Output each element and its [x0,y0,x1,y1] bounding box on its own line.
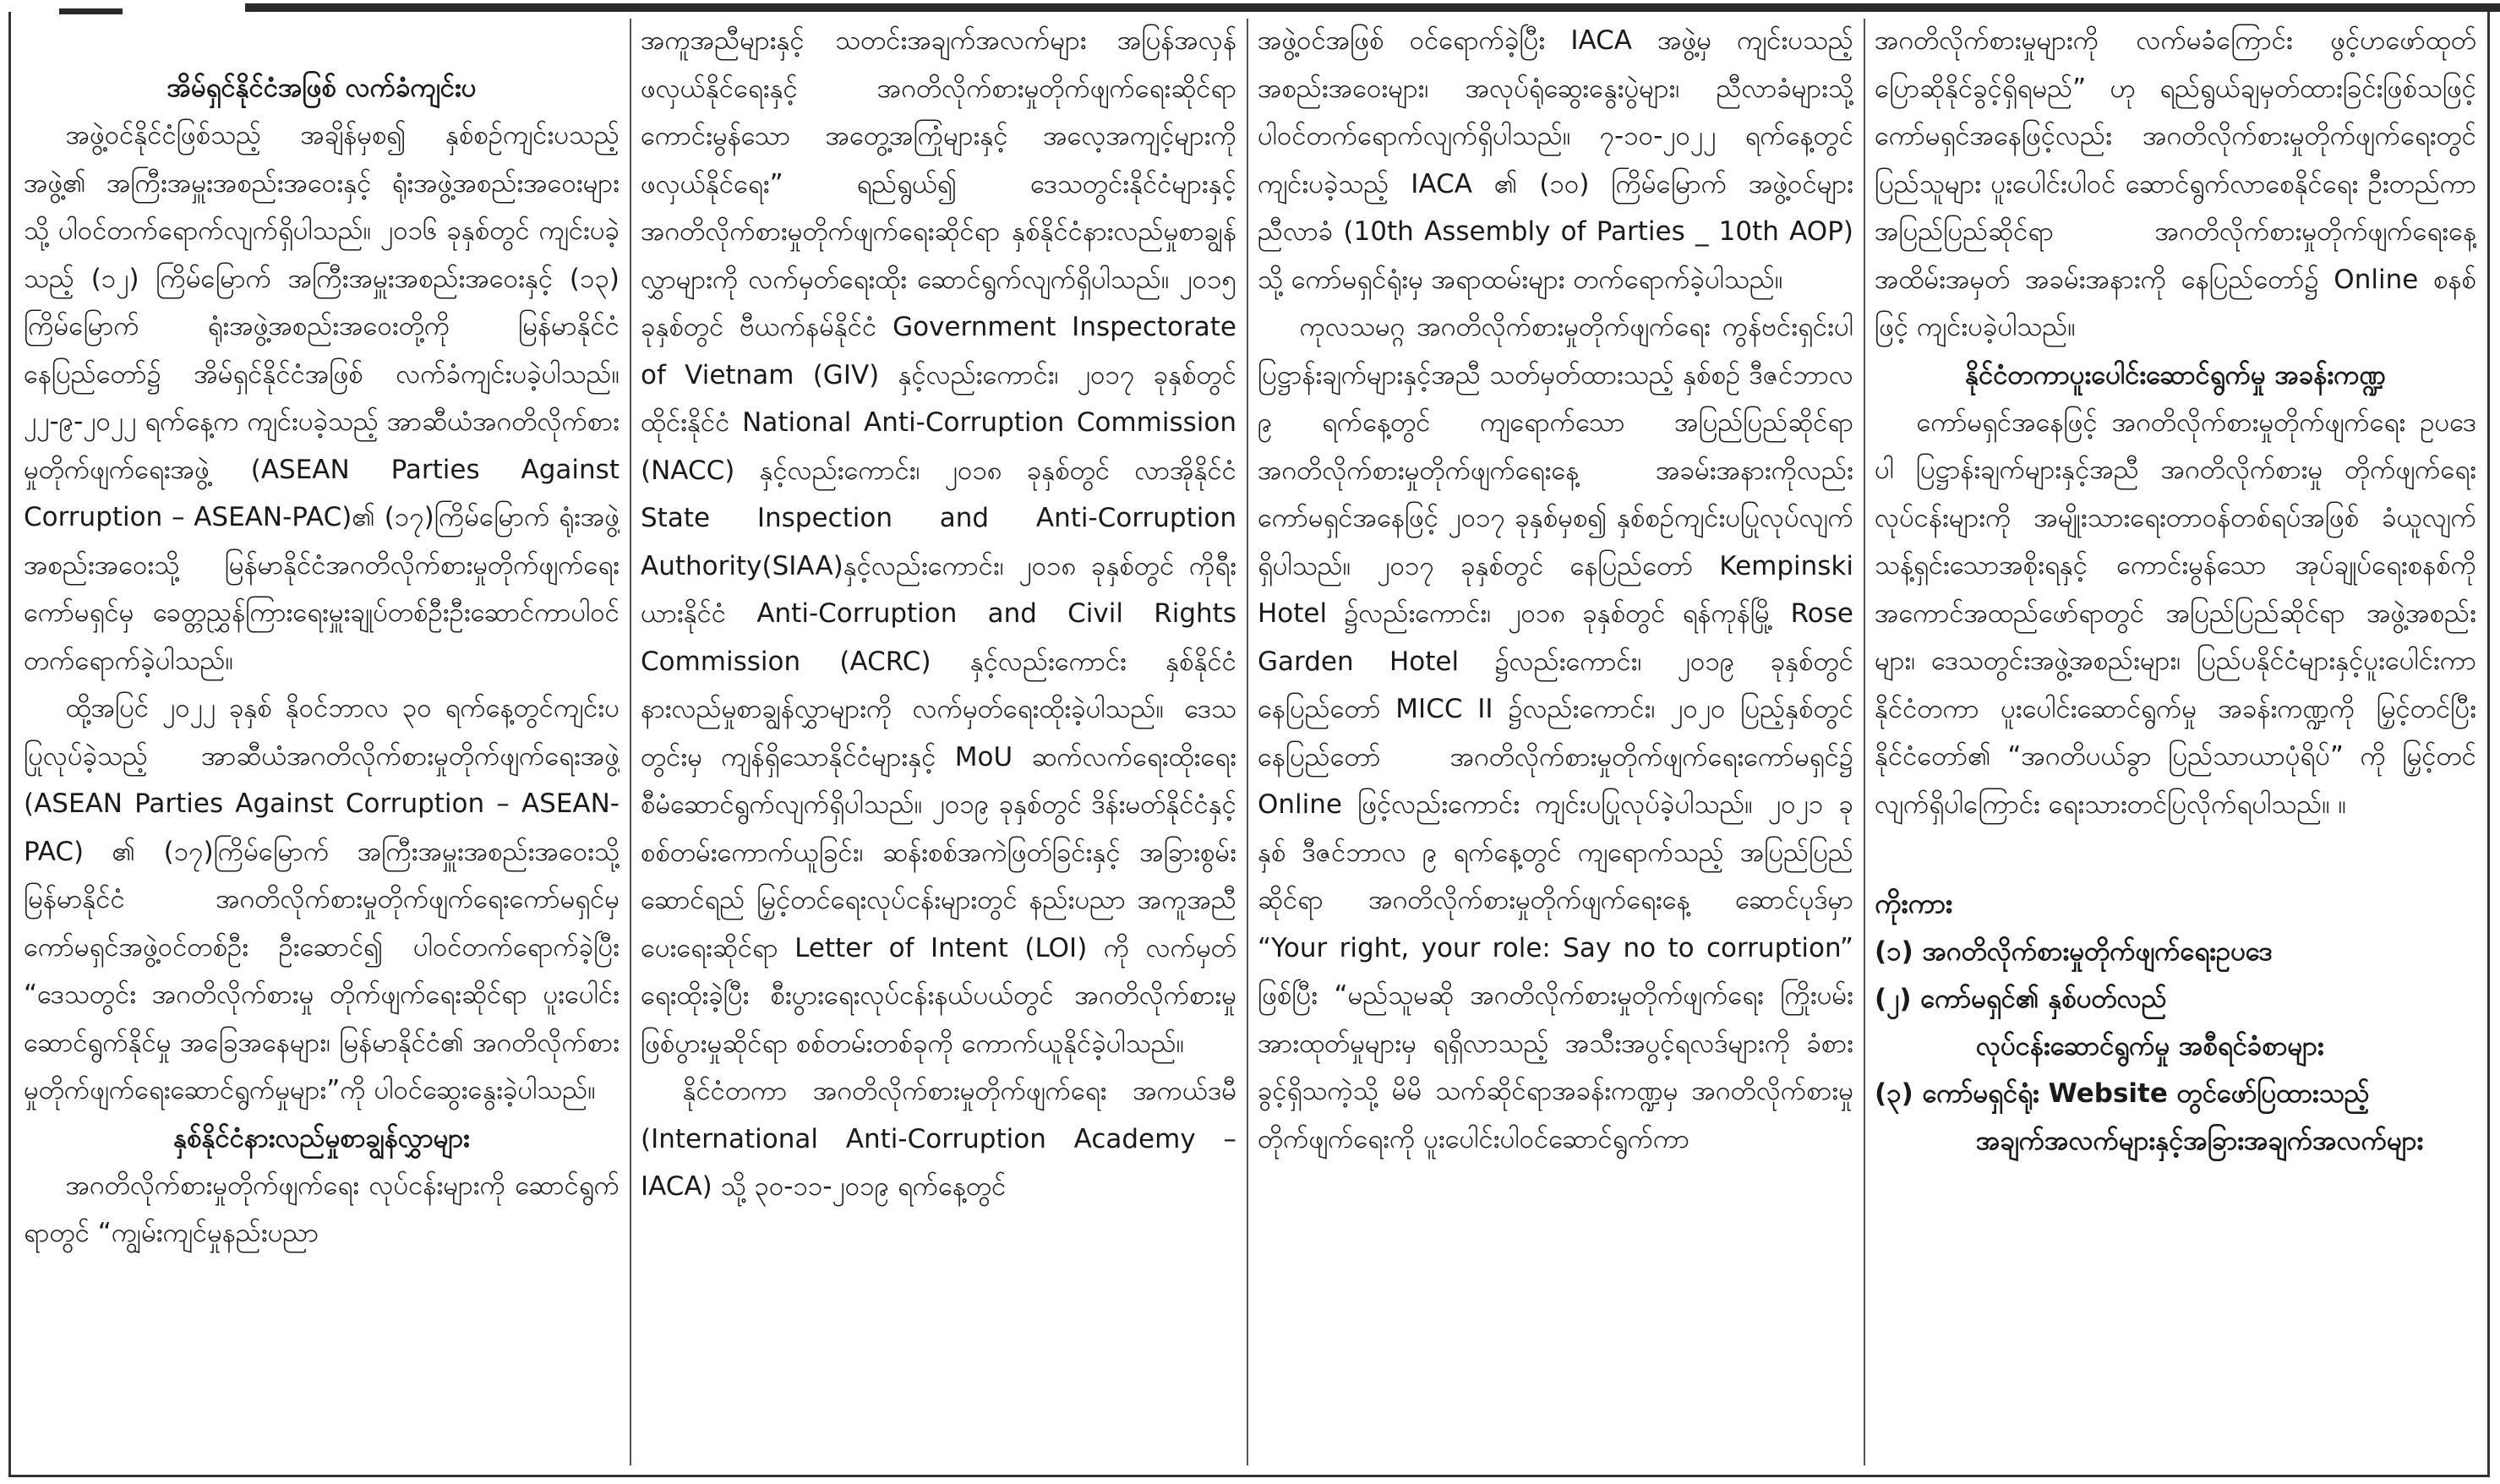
column-divider [1247,19,1248,1465]
section-heading-host-country: အိမ်ရှင်နိုင်ငံအဖြစ် လက်ခံကျင်းပ [166,73,477,103]
article-column-3 [1258,17,1853,1470]
references-title: ကိုးကား [1875,887,1953,919]
article-column-2 [641,17,1236,1470]
references-section [1875,879,2476,1165]
paragraph: နိုင်ငံတကာ အဂတိလိုက်စားမှုတိုက်ဖျက်ရေး အကယ်ဒမီ (International Anti-Corruption Academy – IACA) သို့ ၃၀-၁၁-၂၀၁၉ ရက်နေ့တွင် [641,1076,1236,1202]
column-divider [630,19,631,1465]
paragraph: အဂတိလိုက်စားမှုတိုက်ဖျက်ရေး လုပ်ငန်းများကို ဆောင်ရွက်ရာတွင် “ကျွမ်းကျင်မှုနည်းပညာ [24,1170,620,1248]
paragraph [1875,399,2476,829]
article-column-1 [24,17,620,1470]
paragraph: ထို့အပြင် ၂၀၂၂ ခုနှစ် နိုဝင်ဘာလ ၃၀ ရက်နေ့တွင်ကျင်းပပြုလုပ်ခဲ့သည့် အာဆီယံအဂတိလိုက်စားမှုတိုက်ဖျက်ရေးအဖွဲ့ (ASEAN Parties Against Corruption – ASEAN-PAC) ၏ (၁၇)ကြိမ်မြောက် အကြီးအမှူးအစည်းအဝေးသို့ မြန်မာနိုင်ငံ အဂတိလိုက်စားမှုတိုက်ဖျက်ရေးကော်မရှင်မှ ကော်မရှင်အဖွဲ့ဝင်တစ်ဦး ဦးဆောင်၍ ပါဝင်တက်ရောက်ခဲ့ပြီး “ဒေသတွင်း အဂတိလိုက်စားမှု တိုက်ဖျက်ရေးဆိုင်ရာ ပူးပေါင်းဆောင်ရွက်နိုင်မှု အခြေအနေများ၊ မြန်မာနိုင်ငံ၏ အဂတိလိုက်စားမှုတိုက်ဖျက်ရေးဆောင်ရွက်မှုများ”ကို ပါဝင်ဆွေးနွေးခဲ့ပါသည်။ [24,693,620,1105]
section-heading-international-cooperation: နိုင်ငံတကာပူးပေါင်းဆောင်ရွက်မှု အခန်းကဏ္ဍ [1965,359,2386,390]
reference-item: (၁) အဂတိလိုက်စားမှုတိုက်ဖျက်ရေးဥပဒေ [1875,936,2273,967]
paragraph: အဂတိလိုက်စားမှုများကို လက်မခံကြောင်း ဖွင့်ဟဖော်ထုတ်ပြောဆိုနိုင်ခွင့်ရှိရမည်” ဟု ရည်ရွယ်ချမှတ်ထားခြင်းဖြစ်သဖြင့် ကော်မရှင်အနေဖြင့်လည်း အဂတိလိုက်စားမှုတိုက်ဖျက်ရေးတွင် ပြည်သူများ ပူးပေါင်းပါဝင် ဆောင်ရွက်လာစေနိုင်ရေး ဦးတည်ကာ အပြည်ပြည်ဆိုင်ရာ အဂတိလိုက်စားမှုတိုက်ဖျက်ရေးနေ့ အထိမ်းအမှတ် အခမ်းအနားကို နေပြည်တော်၌ Online စနစ်ဖြင့် ကျင်းပခဲ့ပါသည်။ [1875,25,2476,342]
end-mark: ။ [2338,788,2353,820]
article-column-4 [1875,17,2476,1470]
top-border-rule [59,3,2500,12]
reference-item-continuation: အချက်အလက်များနှင့်အခြားအချက်အလက်များ [1976,1126,2424,1156]
paragraph: အဖွဲ့ဝင်နိုင်ငံဖြစ်သည့် အချိန်မှစ၍ နှစ်စဉ်ကျင်းပသည့်အဖွဲ့၏ အကြီးအမှူးအစည်းအဝေးနှင့် ရုံးအဖွဲ့အစည်းအဝေးများသို့ ပါဝင်တက်ရောက်လျက်ရှိပါသည်။ ၂၀၁၆ ခုနှစ်တွင် ကျင်းပခဲ့သည့် (၁၂) ကြိမ်မြောက် အကြီးအမှူးအစည်းအဝေးနှင့် (၁၃) ကြိမ်မြောက် ရုံးအဖွဲ့အစည်းအဝေးတို့ကို မြန်မာနိုင်ငံ နေပြည်တော်၌ အိမ်ရှင်နိုင်ငံအဖြစ် လက်ခံကျင်းပခဲ့ပါသည်။ ၂၂-၉-၂၀၂၂ ရက်နေ့က ကျင်းပခဲ့သည့် အာဆီယံအဂတိလိုက်စားမှုတိုက်ဖျက်ရေးအဖွဲ့ (ASEAN Parties Against Corruption – ASEAN-PAC)၏ (၁၇)ကြိမ်မြောက် ရုံးအဖွဲ့အစည်းအဝေးသို့ မြန်မာနိုင်ငံအဂတိလိုက်စားမှုတိုက်ဖျက်ရေးကော်မရှင်မှ ခေတ္တညွှန်ကြားရေးမှူးချုပ်တစ်ဦးဦးဆောင်ကာပါဝင်တက်ရောက်ခဲ့ပါသည်။ [24,120,620,676]
paragraph: အကူအညီများနှင့် သတင်းအချက်အလက်များ အပြန်အလှန်ဖလှယ်နိုင်ရေးနှင့် အဂတိလိုက်စားမှုတိုက်ဖျက်ရေးဆိုင်ရာ ကောင်းမွန်သော အတွေ့အကြုံများနှင့် အလေ့အကျင့်များကို ဖလှယ်နိုင်ရေး” ရည်ရွယ်၍ ဒေသတွင်းနိုင်ငံများနှင့် အဂတိလိုက်စားမှုတိုက်ဖျက်ရေးဆိုင်ရာ နှစ်နိုင်ငံနားလည်မှုစာချွန်လွှာများကို လက်မှတ်ရေးထိုး ဆောင်ရွက်လျက်ရှိပါသည်။ ၂၀၁၅ ခုနှစ်တွင် ဗီယက်နမ်နိုင်ငံ Government Inspectorate of Vietnam (GIV) နှင့်လည်းကောင်း၊ ၂၀၁၇ ခုနှစ်တွင် ထိုင်းနိုင်ငံ National Anti-Corruption Commission (NACC) နှင့်လည်းကောင်း၊ ၂၀၁၈ ခုနှစ်တွင် လာအိုနိုင်ငံ State Inspection and Anti-Corruption Authority(SIAA)နှင့်လည်းကောင်း၊ ၂၀၁၈ ခုနှစ်တွင် ကိုရီးယားနိုင်ငံ Anti-Corruption and Civil Rights Commission (ACRC) နှင့်လည်းကောင်း နှစ်နိုင်ငံ နားလည်မှုစာချွန်လွှာများကို လက်မှတ်ရေးထိုးခဲ့ပါသည်။ ဒေသတွင်းမှ ကျန်ရှိသောနိုင်ငံများနှင့် MoU ဆက်လက်ရေးထိုးရေး စီမံဆောင်ရွက်လျက်ရှိပါသည်။ ၂၀၁၉ ခုနှစ်တွင် ဒိန်းမတ်နိုင်ငံနှင့် စစ်တမ်းကောက်ယူခြင်း၊ ဆန်းစစ်အကဲဖြတ်ခြင်းနှင့် အခြားစွမ်းဆောင်ရည် မြှင့်တင်ရေးလုပ်ငန်းများတွင် နည်းပညာ အကူအညီပေးရေးဆိုင်ရာ Letter of Intent (LOI) ကို လက်မှတ်ရေးထိုးခဲ့ပြီး စီးပွားရေးလုပ်ငန်းနယ်ပယ်တွင် အဂတိလိုက်စားမှု ဖြစ်ပွားမှုဆိုင်ရာ စစ်တမ်းတစ်ခုကို ကောက်ယူနိုင်ခဲ့ပါသည်။ [641,25,1236,1059]
column-divider [1864,19,1865,1465]
paragraph-text: ကော်မရှင်အနေဖြင့် အဂတိလိုက်စားမှုတိုက်ဖျက်ရေး ဥပဒေပါ ပြဋ္ဌာန်းချက်များနှင့်အညီ အဂတိလိုက်စားမှု တိုက်ဖျက်ရေးလုပ်ငန်းများကို အမျိုးသားရေးတာဝန်တစ်ရပ်အဖြစ် ခံယူလျက် သန့်ရှင်းသောအစိုးရနှင့် ကောင်းမွန်သော အုပ်ချုပ်ရေးစနစ်ကို အကောင်အထည်ဖော်ရာတွင် အပြည်ပြည်ဆိုင်ရာ အဖွဲ့အစည်းများ၊ ဒေသတွင်းအဖွဲ့အစည်းများ၊ ပြည်ပနိုင်ငံများနှင့်ပူးပေါင်းကာ နိုင်ငံတကာ ပူးပေါင်းဆောင်ရွက်မှု အခန်းကဏ္ဍကို မြှင့်တင်ပြီး နိုင်ငံတော်၏ “အဂတိပယ်ခွာ ပြည်သာယာပုံရိပ်” ကို မြှင့်တင်လျက်ရှိပါကြောင်း ရေးသားတင်ပြလိုက်ရပါသည်။ [1875,406,2476,820]
section-heading-mou: နှစ်နိုင်ငံနားလည်မှုစာချွန်လွှာများ [173,1122,470,1154]
reference-item-continuation: လုပ်ငန်းဆောင်ရွက်မှု အစီရင်ခံစာများ [1976,1031,2324,1061]
reference-item: (၃) ကော်မရှင်ရုံး Website တွင်ဖော်ပြထားသည့် [1875,1078,2370,1109]
reference-item: (၂) ကော်မရှင်၏ နှစ်ပတ်လည် [1875,984,2167,1014]
paragraph: ကုလသမဂ္ဂ အဂတိလိုက်စားမှုတိုက်ဖျက်ရေး ကွန်ဗင်းရှင်းပါ ပြဋ္ဌာန်းချက်များနှင့်အညီ သတ်မှတ်ထားသည့် နှစ်စဉ် ဒီဇင်ဘာလ ၉ ရက်နေ့တွင် ကျရောက်သော အပြည်ပြည်ဆိုင်ရာ အဂတိလိုက်စားမှုတိုက်ဖျက်ရေးနေ့ အခမ်းအနားကိုလည်း ကော်မရှင်အနေဖြင့် ၂၀၁၇ ခုနှစ်မှစ၍ နှစ်စဉ်ကျင်းပပြုလုပ်လျက်ရှိပါသည်။ ၂၀၁၇ ခုနှစ်တွင် နေပြည်တော် Kempinski Hotel ၌လည်းကောင်း၊ ၂၀၁၈ ခုနှစ်တွင် ရန်ကုန်မြို့ Rose Garden Hotel ၌လည်းကောင်း၊ ၂၀၁၉ ခုနှစ်တွင် နေပြည်တော် MICC II ၌လည်းကောင်း၊ ၂၀၂၀ ပြည့်နှစ်တွင် နေပြည်တော် အဂတိလိုက်စားမှုတိုက်ဖျက်ရေးကော်မရှင်၌ Online ဖြင့်လည်းကောင်း ကျင်းပပြုလုပ်ခဲ့ပါသည်။ ၂၀၂၁ ခုနှစ် ဒီဇင်ဘာလ ၉ ရက်နေ့တွင် ကျရောက်သည့် အပြည်ပြည်ဆိုင်ရာ အဂတိလိုက်စားမှုတိုက်ဖျက်ရေးနေ့ ဆောင်ပုဒ်မှာ “Your right, your role: Say no to corruption” ဖြစ်ပြီး “မည်သူမဆို အဂတိလိုက်စားမှုတိုက်ဖျက်ရေး ကြိုးပမ်းအားထုတ်မှုများမှ ရရှိလာသည့် အသီးအပွင့်ရလဒ်များကို ခံစားခွင့်ရှိသကဲ့သို့ မိမိ သက်ဆိုင်ရာအခန်းကဏ္ဍမှ အဂတိလိုက်စားမှု တိုက်ဖျက်ရေးကို ပူးပေါင်းပါဝင်ဆောင်ရွက်ကာ [1258,312,1853,1154]
paragraph: အဖွဲ့ဝင်အဖြစ် ဝင်ရောက်ခဲ့ပြီး IACA အဖွဲ့မှ ကျင်းပသည့် အစည်းအဝေးများ၊ အလုပ်ရုံဆွေးနွေးပွဲများ၊ ညီလာခံများသို့ ပါဝင်တက်ရောက်လျက်ရှိပါသည်။ ၇-၁၀-၂၀၂၂ ရက်နေ့တွင် ကျင်းပခဲ့သည့် IACA ၏ (၁၀) ကြိမ်မြောက် အဖွဲ့ဝင်များ ညီလာခံ (10th Assembly of Parties _ 10th AOP) သို့ ကော်မရှင်ရုံးမှ အရာထမ်းများ တက်ရောက်ခဲ့ပါသည်။ [1258,25,1853,295]
